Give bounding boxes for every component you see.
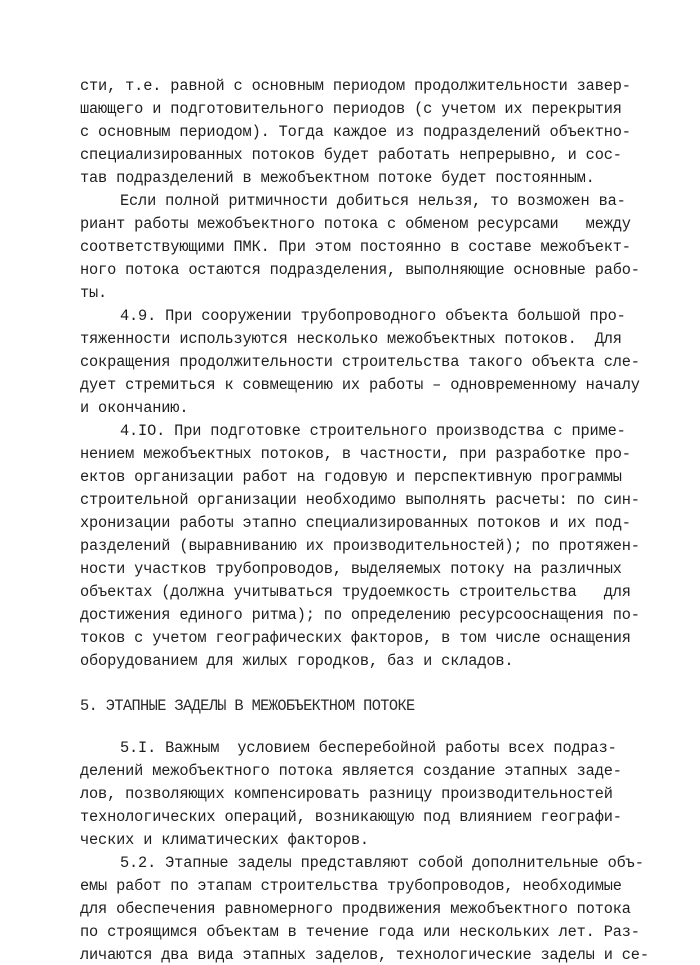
text-line: оборудованием для жилых городков, баз и складов. <box>80 652 514 670</box>
text-line: хронизации работы этапно специализированных потоков и их под- <box>80 514 631 532</box>
text-line: по строящимся объектам в течение года или нескольких лет. Раз- <box>80 923 640 941</box>
text-line: технологических операций, возникающую под влиянием географи- <box>80 808 622 826</box>
text-line: 4.IO. При подготовке строительного производства с приме- <box>120 422 626 440</box>
text-line: дует стремиться к совмещению их работы – одновременному началу <box>80 376 640 394</box>
text-line: соответствующими ПМК. При этом постоянно в составе межобъект- <box>80 238 631 256</box>
text-line: тав подразделений в межобъектном потоке будет постоянным. <box>80 169 595 187</box>
text-line: Если полной ритмичности добиться нельзя, то возможен ва- <box>120 192 626 210</box>
text-line: 5.2. Этапные заделы представляют собой дополнительные объ- <box>120 854 644 872</box>
text-line: с основным периодом). Тогда каждое из подразделений объектно- <box>80 123 631 141</box>
text-line: 4.9. При сооружении трубопроводного объекта большой про- <box>120 307 626 325</box>
text-line: ческих и климатических факторов. <box>80 831 369 849</box>
section-heading: 5. ЭТАПНЫЕ ЗАДЕЛЫ В МЕЖОБЪЕКТНОМ ПОТОКЕ <box>80 697 415 715</box>
text-line: и окончанию. <box>80 399 189 417</box>
text-line: разделений (выравниванию их производительностей); по протяжен- <box>80 537 640 555</box>
text-line: ного потока остаются подразделения, выполняющие основные рабо- <box>80 261 640 279</box>
text-line: для обеспечения равномерного продвижения межобъектного потока <box>80 900 631 918</box>
text-line: специализированных потоков будет работать непрерывно, и сос- <box>80 146 622 164</box>
text-line: делений межобъектного потока является создание этапных заде- <box>80 762 622 780</box>
text-line: шающего и подготовительного периодов (с учетом их перекрытия <box>80 100 622 118</box>
text-line: достижения единого ритма); по определению ресурсооснащения по- <box>80 606 640 624</box>
text-line: строительной организации необходимо выполнять расчеты: по син- <box>80 491 640 509</box>
text-line: 5.I. Важным условием бесперебойной работы всех подраз- <box>120 739 617 757</box>
text-line: объектах (должна учитываться трудоемкость строительства для <box>80 583 631 601</box>
text-line: емы работ по этапам строительства трубопроводов, необходимые <box>80 877 622 895</box>
text-line: нением межобъектных потоков, в частности, при разработке про- <box>80 445 631 463</box>
text-line: сти, т.е. равной с основным периодом продолжительности завер- <box>80 77 631 95</box>
text-line: токов с учетом географических факторов, в том числе оснащения <box>80 629 631 647</box>
text-line: ности участков трубопроводов, выделяемых потоку на различных <box>80 560 622 578</box>
text-line: лов, позволяющих компенсировать разницу производительностей <box>80 785 613 803</box>
text-line: сокращения продолжительности строительства такого объекта сле- <box>80 353 640 371</box>
text-line: личаются два вида этапных заделов, технологические заделы и се- <box>80 946 649 964</box>
text-line: ты. <box>80 284 108 302</box>
text-line: риант работы межобъектного потока с обменом ресурсами между <box>80 215 631 233</box>
text-line: тяженности используются несколько межобъектных потоков. Для <box>80 330 622 348</box>
text-line: ектов организации работ на годовую и перспективную программы <box>80 468 622 486</box>
